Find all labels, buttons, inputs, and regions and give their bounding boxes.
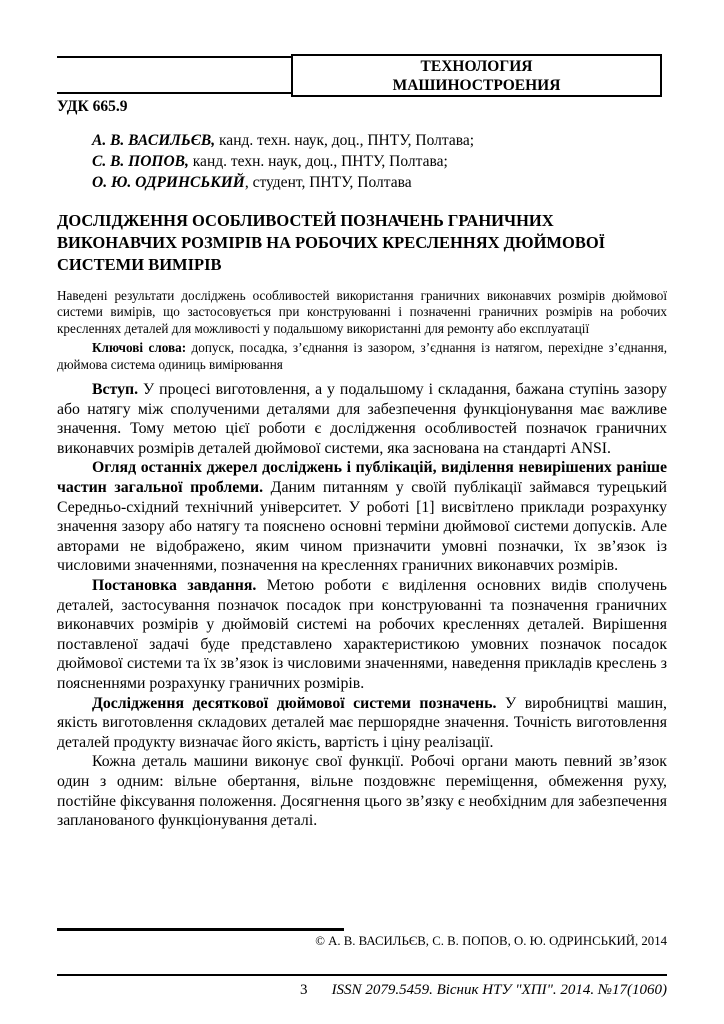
authors-block: [92, 130, 667, 193]
page-footer: [57, 981, 667, 1000]
copyright-separator-rule: [57, 928, 344, 931]
article-content: [57, 97, 667, 831]
paragraph-text: У виробництві машин, якість виготовлення складових деталей має першорядне значення. Точність виготовлення деталей продукту визначає його якість, вартість і ціну реалізації.: [57, 694, 667, 751]
journal-reference: ISSN 2079.5459. Вісник НТУ "ХПІ". 2014. №17(1060): [331, 982, 667, 998]
udc-code: УДК 665.9: [57, 98, 128, 115]
keywords-label: Ключові слова:: [92, 340, 187, 356]
header-rule-bottom: [57, 92, 291, 94]
article-title: ДОСЛІДЖЕННЯ ОСОБЛИВОСТЕЙ ПОЗНАЧЕНЬ ГРАНИЧНИХ ВИКОНАВЧИХ РОЗМІРІВ НА РОБОЧИХ КРЕСЛЕННЯХ ДЮЙМОВОЇ СИСТЕМИ ВИМІРІВ: [57, 211, 606, 274]
body-paragraph-review: [57, 458, 667, 576]
paragraph-text: Даним питанням у своїй публікації займався турецький Середньо-східний технічний університет. У роботі [1] висвітлено приклади розрахунку значення зазору або натягу та пояснено основні терміни дюймової системи допусків. Але авторами не відображено, яким чином призначити умовні позначки, їх зв’язок із числовими значеннями, позначення на кресленнях граничних виконавчих розмірів.: [57, 479, 667, 575]
author-name: С. В. ПОПОВ,: [92, 153, 189, 170]
header-rule-top: [57, 56, 291, 58]
copyright-line: © А. В. ВАСИЛЬЄВ, С. В. ПОПОВ, О. Ю. ОДРИНСЬКИЙ, 2014: [315, 934, 667, 948]
paragraph-lead: Огляд останніх джерел досліджень і публікацій, виділення невирішених раніше частин загальної проблеми.: [57, 459, 667, 496]
page-number: 3: [300, 982, 308, 998]
author-affiliation: , студент, ПНТУ, Полтава: [244, 174, 412, 191]
keywords-text: допуск, посадка, з’єднання із зазором, з’єднання із натягом, перехідне з’єднання, дюймова система одиниць вимірювання: [57, 340, 667, 372]
paragraph-text: Метою роботи є виділення основних видів сполучень деталей, застосування позначок посадок при конструюванні та позначення граничних виконавчих розмірів у дюймовій системі на робочих кресленнях деталей. Вирішення поставленої задачі буде представлено характеристикою умовних позначок посадок дюймової системи та їх зв’язок із числовими значеннями, наведення прикладів креслень з поясненнями розрахунку граничних розмірів.: [57, 576, 667, 692]
author-line: [92, 130, 667, 151]
author-line: [92, 151, 667, 172]
author-name: О. Ю. ОДРИНСЬКИЙ: [92, 174, 245, 191]
paragraph-lead: Постановка завдання.: [92, 576, 257, 594]
author-line: [92, 172, 667, 193]
journal-section-line1: ТЕХНОЛОГИЯ: [420, 58, 533, 75]
body-paragraph-task: [57, 576, 667, 694]
journal-section-box: [291, 54, 662, 97]
paragraph-lead: Дослідження десяткової дюймової системи позначень.: [92, 694, 497, 712]
author-name: А. В. ВАСИЛЬЄВ,: [92, 132, 216, 149]
paragraph-text: У процесі виготовлення, а у подальшому і складання, бажана ступінь зазору або натягу між сполученими деталями для забезпечення функціонування має важливе значення. Тому метою цієї роботи є дослідження особливостей позначок граничних виконавчих розмірів деталей дюймової системи, яка заснована на стандарті ANSI.: [57, 381, 667, 457]
journal-section-line2: МАШИНОСТРОЕНИЯ: [392, 76, 561, 94]
paragraph-lead: Вступ.: [92, 381, 139, 399]
paragraph-text: Кожна деталь машини виконує свої функції. Робочі органи мають певний зв’язок один з одним: вільне обертання, вільне поздовжнє переміщення, обмеження руху, постійне фіксування положення. Досягнення цього зв’язку є необхідним для забезпечення запланованого функціонування деталі.: [57, 753, 667, 830]
keywords-line: [57, 340, 667, 373]
abstract-text: Наведені результати досліджень особливостей використання граничних виконавчих розмірів дюймової системи вимірів, що застосовується при конструюванні і позначенні граничних розмірів на робочих кресленнях деталей для можливості у подальшому використанні для ремонту або експлуатації: [57, 288, 667, 336]
body-paragraph-intro: [57, 380, 667, 458]
author-affiliation: канд. техн. наук, доц., ПНТУ, Полтава;: [188, 153, 448, 170]
body-paragraph-detail: [57, 752, 667, 830]
author-affiliation: канд. техн. наук, доц., ПНТУ, Полтава;: [215, 132, 475, 149]
body-paragraph-research: [57, 694, 667, 753]
footer-rule: [57, 974, 667, 976]
